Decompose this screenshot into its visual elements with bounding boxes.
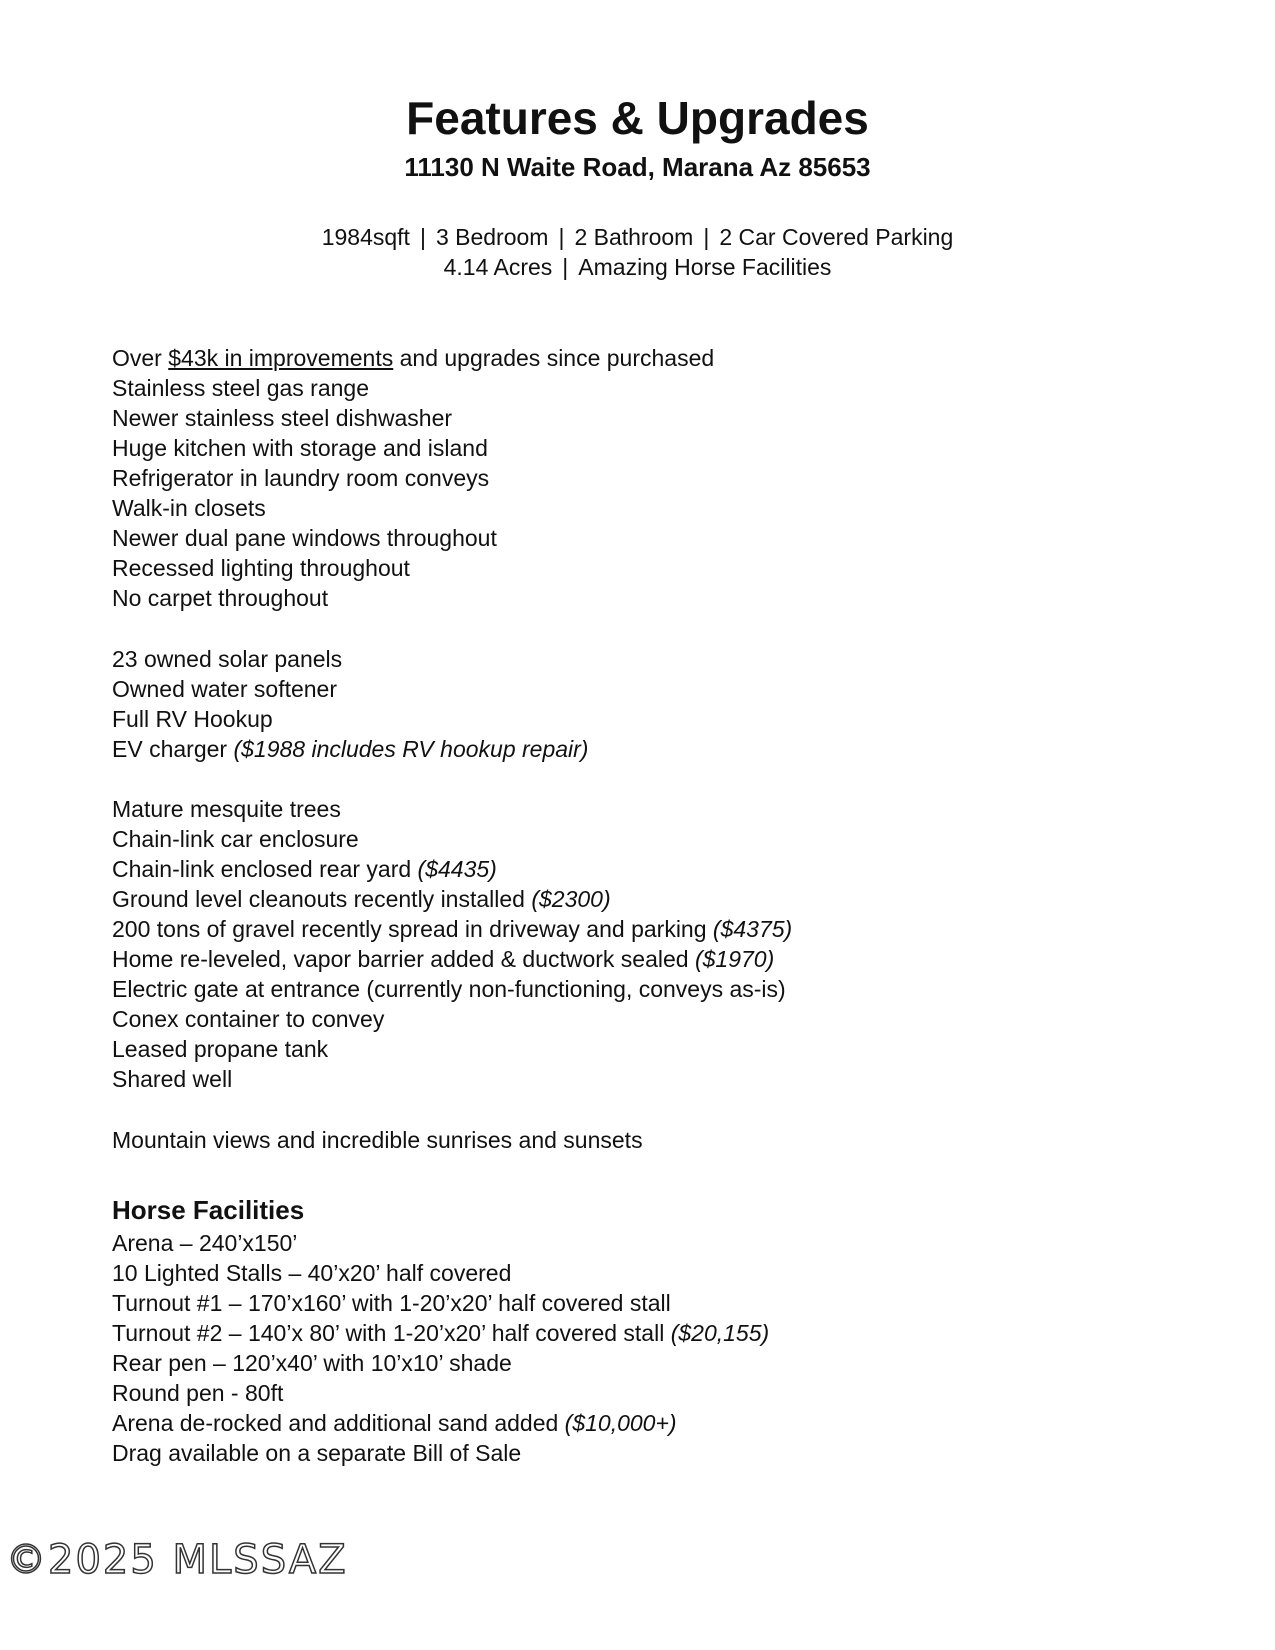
list-item: Refrigerator in laundry room conveys	[112, 465, 490, 491]
property-specs	[0, 222, 1275, 282]
list-item	[112, 914, 792, 944]
specs-line-1	[0, 222, 1275, 252]
item-text: Round pen - 80ft	[112, 1380, 284, 1406]
list-item	[112, 674, 588, 704]
spec-parking: 2 Car Covered Parking	[719, 224, 954, 250]
spec-acres: 4.14 Acres	[443, 254, 553, 280]
item-text: EV charger	[112, 736, 234, 762]
spec-bedrooms: 3 Bedroom	[435, 224, 549, 250]
item-text: Drag available on a separate Bill of Sale	[112, 1440, 522, 1466]
list-item	[112, 944, 792, 974]
list-item	[112, 1438, 769, 1468]
item-text: Home re-leveled, vapor barrier added & ductwork sealed	[112, 946, 695, 972]
page-title: Features & Upgrades	[406, 92, 869, 144]
item-text: Owned water softener	[112, 676, 338, 702]
horse-facilities-heading: Horse Facilities	[112, 1195, 305, 1225]
list-item: Recessed lighting throughout	[112, 555, 410, 581]
item-cost: ($10,000+)	[564, 1410, 677, 1436]
item-text: Leased propane tank	[112, 1036, 329, 1062]
list-item: Mountain views and incredible sunrises and sunsets	[112, 1127, 643, 1153]
item-text: Turnout #1 – 170’x160’ with 1-20’x20’ half covered stall	[112, 1290, 671, 1316]
list-item	[112, 1408, 769, 1438]
improvements-summary	[112, 343, 714, 373]
spec-horse-facilities: Amazing Horse Facilities	[578, 254, 832, 280]
list-item	[112, 1228, 769, 1258]
views-list	[112, 1125, 643, 1155]
spec-separator: |	[558, 224, 565, 250]
list-item	[112, 794, 792, 824]
item-cost: ($4435)	[417, 856, 497, 882]
list-item	[112, 974, 792, 1004]
spec-bathrooms: 2 Bathroom	[574, 224, 694, 250]
item-text: Full RV Hookup	[112, 706, 273, 732]
spec-sqft: 1984sqft	[321, 224, 410, 250]
item-cost: ($1988 includes RV hookup repair)	[233, 736, 589, 762]
list-item: Huge kitchen with storage and island	[112, 435, 488, 461]
list-item	[112, 704, 588, 734]
item-text: Chain-link enclosed rear yard	[112, 856, 418, 882]
item-text: 23 owned solar panels	[112, 646, 343, 672]
list-item	[112, 734, 588, 764]
intro-suffix: and upgrades since purchased	[393, 345, 715, 371]
item-text: 200 tons of gravel recently spread in driveway and parking	[112, 916, 713, 942]
item-cost: ($2300)	[531, 886, 611, 912]
utilities-list	[112, 644, 588, 764]
list-item	[112, 1258, 769, 1288]
item-text: Shared well	[112, 1066, 233, 1092]
list-item	[112, 644, 588, 674]
copyright-watermark: ©2025 MLSSAZ	[6, 1537, 348, 1583]
list-item: Newer dual pane windows throughout	[112, 525, 497, 551]
list-item: Walk-in closets	[112, 495, 266, 521]
list-item	[112, 1348, 769, 1378]
list-item	[112, 1004, 792, 1034]
property-address: 11130 N Waite Road, Marana Az 85653	[404, 152, 871, 182]
list-item	[112, 1034, 792, 1064]
item-text: 10 Lighted Stalls – 40’x20’ half covered	[112, 1260, 512, 1286]
spec-separator: |	[703, 224, 710, 250]
list-item: Stainless steel gas range	[112, 375, 369, 401]
list-item: Newer stainless steel dishwasher	[112, 405, 453, 431]
list-item	[112, 1064, 792, 1094]
intro-prefix: Over	[112, 345, 169, 371]
item-cost: ($4375)	[712, 916, 793, 942]
item-text: Arena de-rocked and additional sand added	[112, 1410, 565, 1436]
horse-facilities-list	[112, 1228, 769, 1468]
interior-features-list	[112, 343, 714, 613]
improvements-amount: $43k in improvements	[168, 345, 394, 371]
item-text: Rear pen – 120’x40’ with 10’x10’ shade	[112, 1350, 512, 1376]
specs-line-2	[0, 252, 1275, 282]
list-item	[112, 1318, 769, 1348]
property-features-list	[112, 794, 792, 1094]
spec-separator: |	[419, 224, 426, 250]
list-item	[112, 884, 792, 914]
list-item	[112, 824, 792, 854]
spec-separator: |	[562, 254, 569, 280]
item-text: Ground level cleanouts recently installed	[112, 886, 532, 912]
item-text: Arena – 240’x150’	[112, 1230, 298, 1256]
list-item	[112, 854, 792, 884]
list-item: No carpet throughout	[112, 585, 329, 611]
item-text: Mature mesquite trees	[112, 796, 341, 822]
list-item	[112, 1378, 769, 1408]
item-text: Chain-link car enclosure	[112, 826, 359, 852]
list-item	[112, 1288, 769, 1318]
item-text: Turnout #2 – 140’x 80’ with 1-20’x20’ half covered stall	[112, 1320, 671, 1346]
item-text: Conex container to convey	[112, 1006, 385, 1032]
item-cost: ($20,155)	[670, 1320, 770, 1346]
item-text: Electric gate at entrance (currently non-functioning, conveys as-is)	[112, 976, 786, 1002]
item-cost: ($1970)	[694, 946, 775, 972]
